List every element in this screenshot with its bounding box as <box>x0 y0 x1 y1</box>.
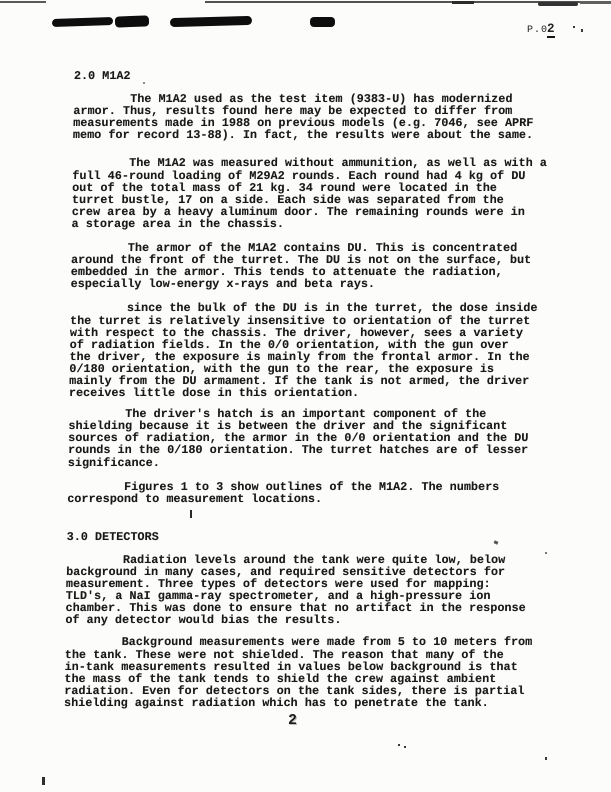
fax-scan-line-smudge <box>452 1 474 4</box>
scan-artifact-speck <box>143 82 145 84</box>
fax-scan-line-smudge <box>538 2 578 6</box>
body-paragraph: Radiation levels around the tank were quite low, below background in many cases, and required sensitive detectors for measurement. Three types of detectors were used for mapping: TLD's, a NaI gamma-ray spectrometer, and a high-pressure ion chamber. This was done to ensure that no artifact in the response of any detector would bias the results. <box>65 552 526 628</box>
redaction-mark <box>310 17 335 27</box>
body-paragraph: The M1A2 was measured without ammunition, as well as with a full 46-round loading of M29A2 rounds. Each round had 4 kg of DU out of the total mass of 21 kg. 34 round were located in the turret bustle, 17 on a side. Each side was separated from the crew area by a heavy aluminum door. The remaining rounds were in a storage area in the chassis. <box>71 156 547 231</box>
section-heading-m1a2: 2.0 M1A2 <box>73 69 131 83</box>
scan-artifact-speck <box>404 746 406 748</box>
redaction-mark <box>115 15 149 27</box>
scan-artifact-speck <box>573 26 575 28</box>
fax-scan-line <box>580 1 611 4</box>
body-paragraph: Figures 1 to 3 show outlines of the M1A2. The numbers correspond to measurement locations. <box>67 479 500 506</box>
fax-page-marker <box>527 19 555 37</box>
body-paragraph: The M1A2 used as the test item (9383-U) has modernized armor. Thus, results found here may be expected to differ from measurements made in 1988 on previous models (e.g. 7046, see APRF memo for record 13-88). In fact, the results were about the same. <box>72 92 534 143</box>
document-body <box>64 70 556 721</box>
body-paragraph: The armor of the M1A2 contains DU. This is concentrated around the front of the turret. The DU is not on the surface, but embedded in the armor. This tends to attenuate the radiation, especially low-energy x-rays and beta rays. <box>70 241 532 292</box>
scan-artifact-speck <box>581 29 583 32</box>
body-paragraph: since the bulk of the DU is in the turret, the dose inside the turret is relatively insensitive to orientation of the turret with respect to the chassis. The driver, however, sees a variety of radiation fields. In the 0/0 orientation, with the gun over the driver, the exposure is mainly from the frontal armor. In the 0/180 orientation, with the gun to the rear, the exposure is mainly from the DU armament. If the tank is not armed, the driver receives little dose in this orientation. <box>68 301 538 401</box>
fax-page-marker-prefix: P.0 <box>527 25 549 36</box>
fax-scan-line <box>0 1 46 3</box>
section-heading-detectors: 3.0 DETECTORS <box>66 529 159 544</box>
body-paragraph: The driver's hatch is an important component of the shielding because it is between the driver and the significant sources of radiation, the armor in the 0/0 orientation and the DU rounds in the 0/180 orientation. The turret hatches are of lesser significance. <box>67 407 529 470</box>
page-number: 2 <box>288 712 298 729</box>
redaction-mark <box>170 16 252 27</box>
fax-page-marker-digit: 2 <box>547 22 555 36</box>
redaction-mark <box>52 17 113 27</box>
scan-artifact-speck <box>42 777 45 785</box>
body-paragraph: Background measurements were made from 5 to 10 meters from the tank. These were not shielded. The reason that many of the in-tank measurements resulted in values below background is that the mass of the tank tends to shield the crew against ambient radiation. Even for detectors on the tank sides, there is partial shielding against radiation which has to penetrate the tank. <box>63 635 533 710</box>
scan-artifact-speck <box>398 744 400 746</box>
scan-artifact-stray-bar <box>190 510 192 518</box>
scan-artifact-speck <box>545 757 547 760</box>
scan-artifact-speck <box>545 552 547 554</box>
